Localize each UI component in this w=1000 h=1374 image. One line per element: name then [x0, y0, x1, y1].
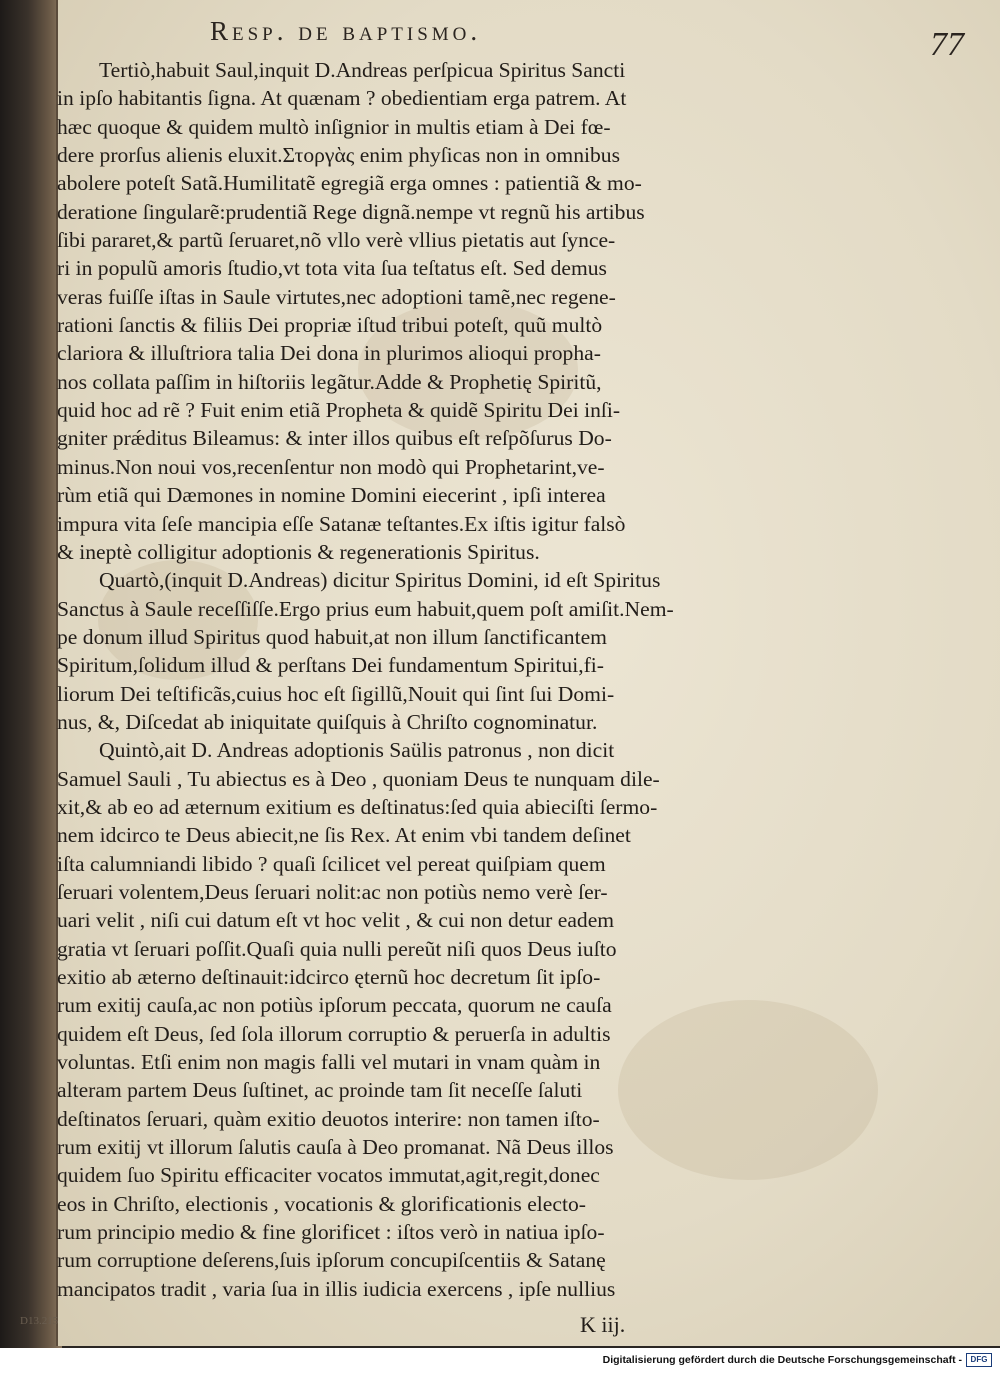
footer-bar	[0, 1348, 1000, 1374]
text-line: rùm etiã qui Dæmones in nomine Domini eiecerint , ipſi interea	[57, 483, 606, 508]
text-line: nus, &, Diſcedat ab iniquitate quiſquis à Chriſto cognominatur.	[57, 709, 598, 734]
text-line: deratione ſingularẽ:prudentiã Rege dignã.nempe vt regnũ his artibus	[57, 199, 645, 224]
text-line: liorum Dei teſtificãs,cuius hoc eſt ſigillũ,Nouit qui ſint ſui Domi-	[57, 681, 615, 706]
text-line: voluntas. Etſi enim non magis falli vel mutari in vnam quàm in	[57, 1050, 601, 1075]
text-line: Sanctus à Saule receſſiſſe.Ergo prius eum habuit,quem poſt amiſit.Nem-	[57, 596, 674, 621]
text-line: deſtinatos ſeruari, quàm exitio deuotos interire: non tamen iſto-	[57, 1106, 600, 1131]
text-line: nem idcirco te Deus abiecit,ne ſis Rex. At enim vbi tandem deſinet	[57, 823, 631, 848]
text-line: uari velit , niſi cui datum eſt vt hoc velit , & cui non detur eadem	[57, 908, 615, 933]
text-line: impura vita ſeſe mancipia eſſe Satanæ teſtantes.Ex iſtis igitur falsò	[57, 511, 626, 536]
running-header: Resp. de baptismo.	[210, 16, 482, 46]
text-line: pe donum illud Spiritus quod habuit,at non illum ſanctificantem	[57, 624, 607, 649]
text-line: ri in populũ amoris ſtudio,vt tota vita ſua teſtatus eſt. Sed demus	[57, 256, 607, 281]
text-line: quidem ſuo Spiritu efficaciter vocatos immutat,agit,regit,donec	[57, 1163, 600, 1188]
text-line: hæc quoque & quidem multò inſignior in multis etiam à Dei fœ-	[57, 114, 611, 139]
text-line: xit,& ab eo ad æternum exitium es deſtinatus:ſed quia abieciſti ſermo-	[57, 794, 658, 819]
text-line: rum principio medio & fine glorificet : iſtos verò in natiua ipſo-	[57, 1220, 605, 1245]
dfg-logo: DFG	[966, 1353, 992, 1367]
funding-credit: Digitalisierung gefördert durch die Deutsche Forschungsgemeinschaft -	[602, 1354, 962, 1366]
text-line: quidem eſt Deus, ſed ſola illorum corruptio & peruerſa in adultis	[57, 1021, 611, 1046]
text-line: mancipatos tradit , varia ſua in illis iudicia exercens , ipſe nullius	[57, 1276, 616, 1301]
text-line: veras fuiſſe iſtas in Saule virtutes,nec adoptioni tamẽ,nec regene-	[57, 284, 616, 309]
text-line: & ineptè colligitur adoptionis & regenerationis Spiritus.	[57, 539, 540, 564]
text-line: Samuel Sauli , Tu abiectus es à Deo , quoniam Deus te nunquam dile-	[57, 766, 660, 791]
text-line: rum exitij vt illorum ſalutis cauſa à Deo promanat. Nã Deus illos	[57, 1135, 614, 1160]
text-line: exitio ab æterno deſtinauit:idcirco ęternũ hoc decretum ſit ipſo-	[57, 965, 601, 989]
body-text	[57, 56, 785, 1303]
text-line: gratia vt ſeruari poſſit.Quaſi quia nulli pereũt niſi quos Deus iuſto	[57, 936, 617, 961]
text-line: eos in Chriſto, electionis , vocationis & glorificationis electo-	[57, 1191, 586, 1216]
text-line: rum exitij cauſa,ac non potiùs ipſorum peccata, quorum ne cauſa	[57, 993, 612, 1018]
marginal-note: D13.215	[20, 1315, 59, 1327]
text-line: alteram partem Deus ſuſtinet, ac proinde tam ſit neceſſe ſaluti	[57, 1078, 583, 1103]
text-line: abolere poteſt Satã.Humilitatẽ egregiã erga omnes : patientiã & mo-	[57, 171, 642, 196]
text-line: gniter prǽditus Bileamus: & inter illos quibus eſt reſpõſurus Do-	[57, 426, 612, 451]
text-line: rationi ſanctis & filiis Dei propriæ iſtud tribui poteſt, quũ multò	[57, 313, 603, 338]
signature-mark: K iij.	[580, 1312, 626, 1337]
text-line: Quintò,ait D. Andreas adoptionis Saülis patronus , non dicit	[99, 738, 615, 763]
text-line: ſibi pararet,& partũ ſeruaret,nõ vllo verè vllius pietatis aut ſynce-	[57, 228, 616, 253]
text-line: dere prorſus alienis eluxit.Στοργὰς enim phyſicas non in omnibus	[57, 143, 621, 168]
text-line: minus.Non noui vos,recenſentur non modò qui Prophetarint,ve-	[57, 454, 605, 479]
book-binding	[0, 0, 62, 1348]
text-line: Tertiò,habuit Saul,inquit D.Andreas perſpicua Spiritus Sancti	[99, 58, 626, 82]
text-line: Quartò,(inquit D.Andreas) dicitur Spiritus Domini, id eſt Spiritus	[99, 568, 661, 593]
text-line: clariora & illuſtriora talia Dei dona in plurimos alioqui propha-	[57, 341, 601, 366]
text-line: ſeruari volentem,Deus ſeruari nolit:ac non potiùs nemo verè ſer-	[57, 879, 608, 904]
text-line: nos collata paſſim in hiſtoriis legãtur.Adde & Prophetię Spiritũ,	[57, 369, 602, 394]
text-line: in ipſo habitantis ſigna. At quænam ? obedientiam erga patrem. At	[57, 86, 627, 111]
page-number: 77	[930, 26, 964, 63]
text-line: iſta calumniandi libido ? quaſi ſcilicet vel pereat quiſpiam quem	[57, 851, 606, 876]
text-line: quid hoc ad rẽ ? Fuit enim etiã Propheta & quidẽ Spiritu Dei inſi-	[57, 398, 621, 423]
text-line: Spiritum,ſolidum illud & perſtans Dei fundamentum Spiritui,fi-	[57, 653, 604, 678]
text-line: rum corruptione deſerens,ſuis ipſorum concupiſcentiis & Satanę	[57, 1248, 606, 1273]
